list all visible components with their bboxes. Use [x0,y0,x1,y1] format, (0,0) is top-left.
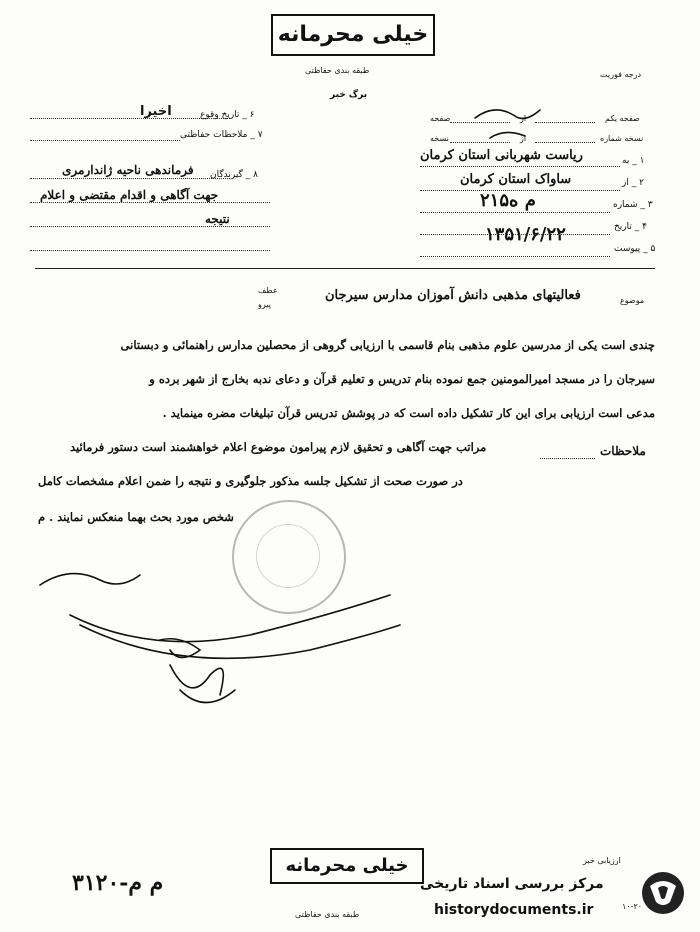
notes-line-2: در صورت صحت از تشکیل جلسه مذکور جلوگیری و نتیجه را ضمن اعلام مشخصات کامل [38,474,463,488]
from-value: ساواک استان کرمان [460,172,572,187]
copy-suffix: نسخه [430,134,449,143]
handwritten-number: ۳۱۲۰-م م [72,870,164,896]
classification-stamp-bottom: خیلی محرمانه [270,848,424,884]
form-title: برگ خبر [330,90,368,100]
recipients-line-2: جهت آگاهی و اقدام مقتضی و اعلام [40,188,219,202]
body-line-1: چندی است یکی از مدرسین علوم مذهبی بنام قاسمی با ارزیابی گروهی از محصلین مدارس راهنمائی و دبستانی [120,338,655,352]
page-from: از [520,114,527,123]
copy-from: از [520,134,527,143]
notes-label: ملاحظات [600,444,646,458]
handwritten-signature [30,555,430,715]
recipients-label: ۸ _ گیرندگان [210,170,258,180]
follow-up-label: پیرو [258,300,271,309]
header-divider [35,268,655,269]
from-label: ۲ _ از [622,178,644,188]
urgency-label: درجه فوریت [600,70,642,79]
handwritten-tick-mark [470,98,550,148]
watermark-logo-icon [640,870,686,916]
date-label: ۴ _ تاریخ [614,222,647,232]
subject-text: فعالیتهای مذهبی دانش آموزان مدارس سیرجان [325,288,581,303]
body-line-3: مدعی است ارزیابی برای این کار تشکیل داده است که در پوشش تدریس قرآن تبلیغات مضره مینماید . [162,406,655,420]
body-line-2: سیرجان را در مسجد امیرالمومنین جمع نموده بنام تدریس و تعلیم قرآن و دعای ندبه بخارج از شهر برده و [149,372,655,386]
to-label: ۱ _ به [622,156,645,166]
recipients-line-3: نتیجه [205,212,230,226]
number-label: ۳ _ شماره [613,200,653,210]
notes-line-1: مراتب جهت آگاهی و تحقیق لازم پیرامون موضوع اعلام خواهشمند است دستور فرمائید [70,440,487,454]
subject-label: موضوع [620,296,645,305]
notes-line-3: شخص مورد بحث بهما منعکس نمایند . م [38,510,234,524]
form-code: ۱۰-۲۰ [622,902,643,911]
page-label: صفحه یکم [605,114,640,123]
copy-label: نسخه شماره [600,134,644,143]
date-value: ۱۳۵۱/۶/۲۲ [485,224,566,245]
protection-notes-label: ۷ _ ملاحظات حفاظتی [180,130,263,140]
to-value: ریاست شهربانی استان کرمان [420,148,583,163]
occurrence-date-value: اخیرا [140,104,172,119]
classification-caption-bottom: طبقه بندی حفاظتی [295,910,360,919]
watermark-title: مرکز بررسی اسناد تاریخی [420,876,604,892]
recipients-line-1: فرماندهی ناحیه ژاندارمری [62,163,194,177]
number-value: ۲۱۵م ه [480,190,536,211]
evaluation-label: ارزیابی خبر [583,856,621,865]
page-suffix: صفحه [430,114,451,123]
occurrence-date-label: ۶ _ تاریخ وقوع [200,110,255,120]
watermark-url: historydocuments.ir [434,902,594,918]
classification-caption-top: طبقه بندی حفاظتی [305,66,370,75]
classification-stamp-top: خیلی محرمانه [271,14,435,56]
reference-label: عطف [258,286,278,295]
attachment-label: ۵ _ پیوست [614,244,656,254]
